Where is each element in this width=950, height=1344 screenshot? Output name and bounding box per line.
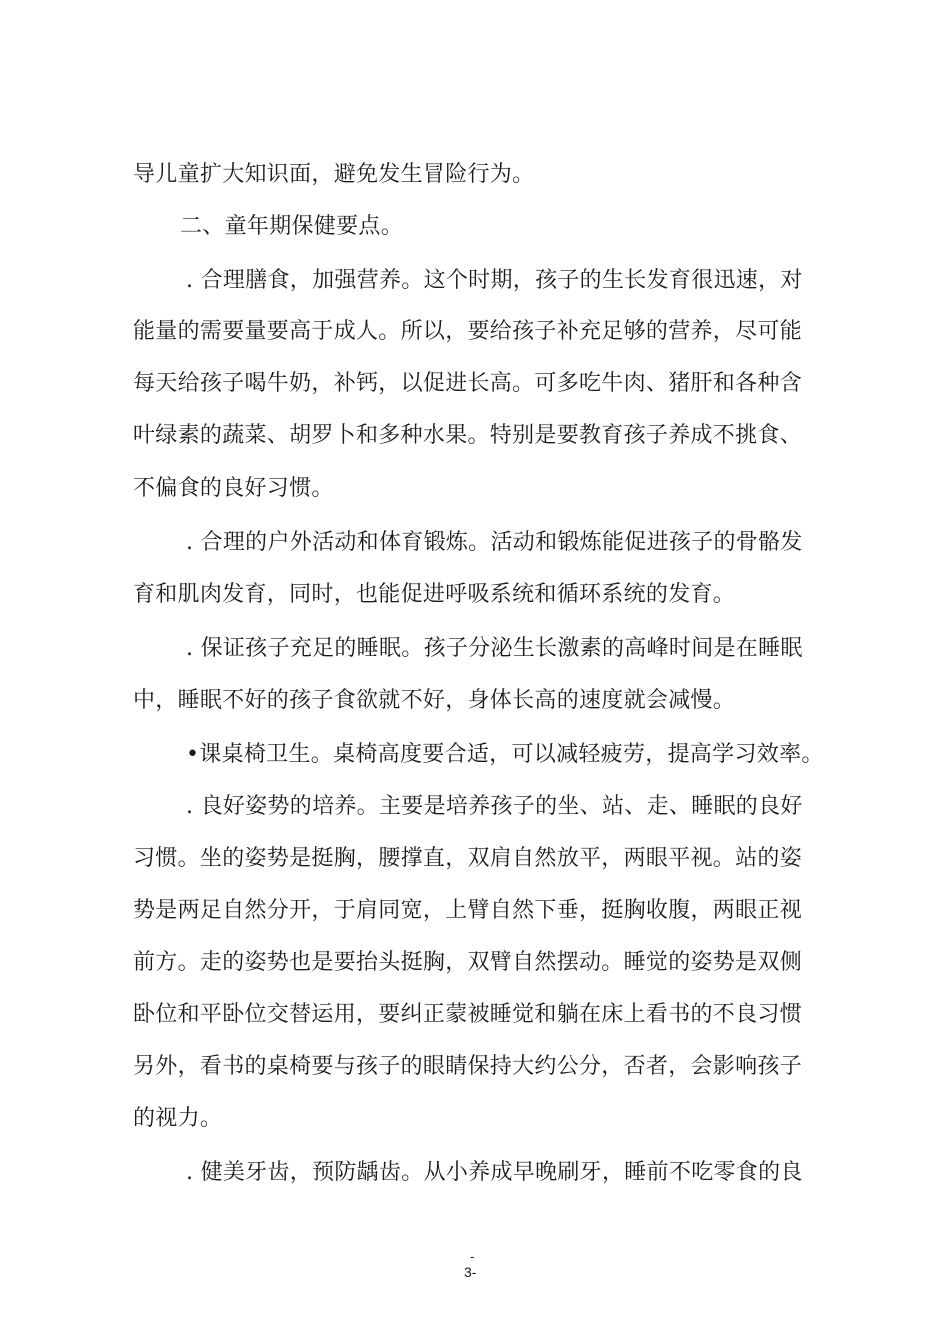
text-line: 不偏食的良好习惯。 <box>133 476 334 501</box>
text-line: 势是两足自然分开，于肩同宽，上臂自然下垂，挺胸收腹，两眼正视 <box>133 898 803 923</box>
text-line: . 健美牙齿，预防龋齿。从小养成早晚刷牙，睡前不吃零食的良 <box>186 1160 803 1185</box>
text-line: . 保证孩子充足的睡眠。孩子分泌生长激素的高峰时间是在睡眠 <box>186 636 803 661</box>
text-line: 叶绿素的蔬菜、胡罗卜和多种水果。特别是要教育孩子养成不挑食、 <box>133 423 803 448</box>
text-line: 育和肌肉发育，同时，也能促进呼吸系统和循环系统的发育。 <box>133 582 736 607</box>
footer-dash: - <box>470 1249 475 1264</box>
text-line: 卧位和平卧位交替运用，要纠正蒙被睡觉和躺在床上看书的不良习惯 <box>133 1002 803 1027</box>
text-line: 另外，看书的桌椅要与孩子的眼睛保持大约公分，否者，会影响孩子 <box>133 1054 803 1079</box>
text-line: 能量的需要量要高于成人。所以，要给孩子补充足够的营养，尽可能 <box>133 319 803 344</box>
text-line: . 合理的户外活动和体育锻炼。活动和锻炼能促进孩子的骨骼发 <box>186 530 803 555</box>
text-line: 每天给孩子喝牛奶，补钙，以促进长高。可多吃牛肉、猪肝和各种含 <box>133 371 803 396</box>
text-line: . 合理膳食，加强营养。这个时期，孩子的生长发育很迅速，对 <box>186 268 803 293</box>
section-heading: 二、童年期保健要点。 <box>180 214 404 239</box>
text-line: . 良好姿势的培养。主要是培养孩子的坐、站、走、睡眠的良好 <box>186 794 803 819</box>
text-line: •课桌椅卫生。桌椅高度要合适，可以减轻疲劳，提高学习效率。 <box>186 742 824 767</box>
text-line: 前方。走的姿势也是要抬头挺胸，双臂自然摆动。睡觉的姿势是双侧 <box>133 950 803 975</box>
text-line: 导儿童扩大知识面，避免发生冒险行为。 <box>133 162 535 187</box>
text-line: 习惯。坐的姿势是挺胸，腰撑直，双肩自然放平，两眼平视。站的姿 <box>133 846 803 871</box>
page-number: 3- <box>464 1264 477 1280</box>
text-line: 的视力。 <box>133 1106 223 1131</box>
text-line: 中，睡眠不好的孩子食欲就不好，身体长高的速度就会减慢。 <box>133 688 736 713</box>
